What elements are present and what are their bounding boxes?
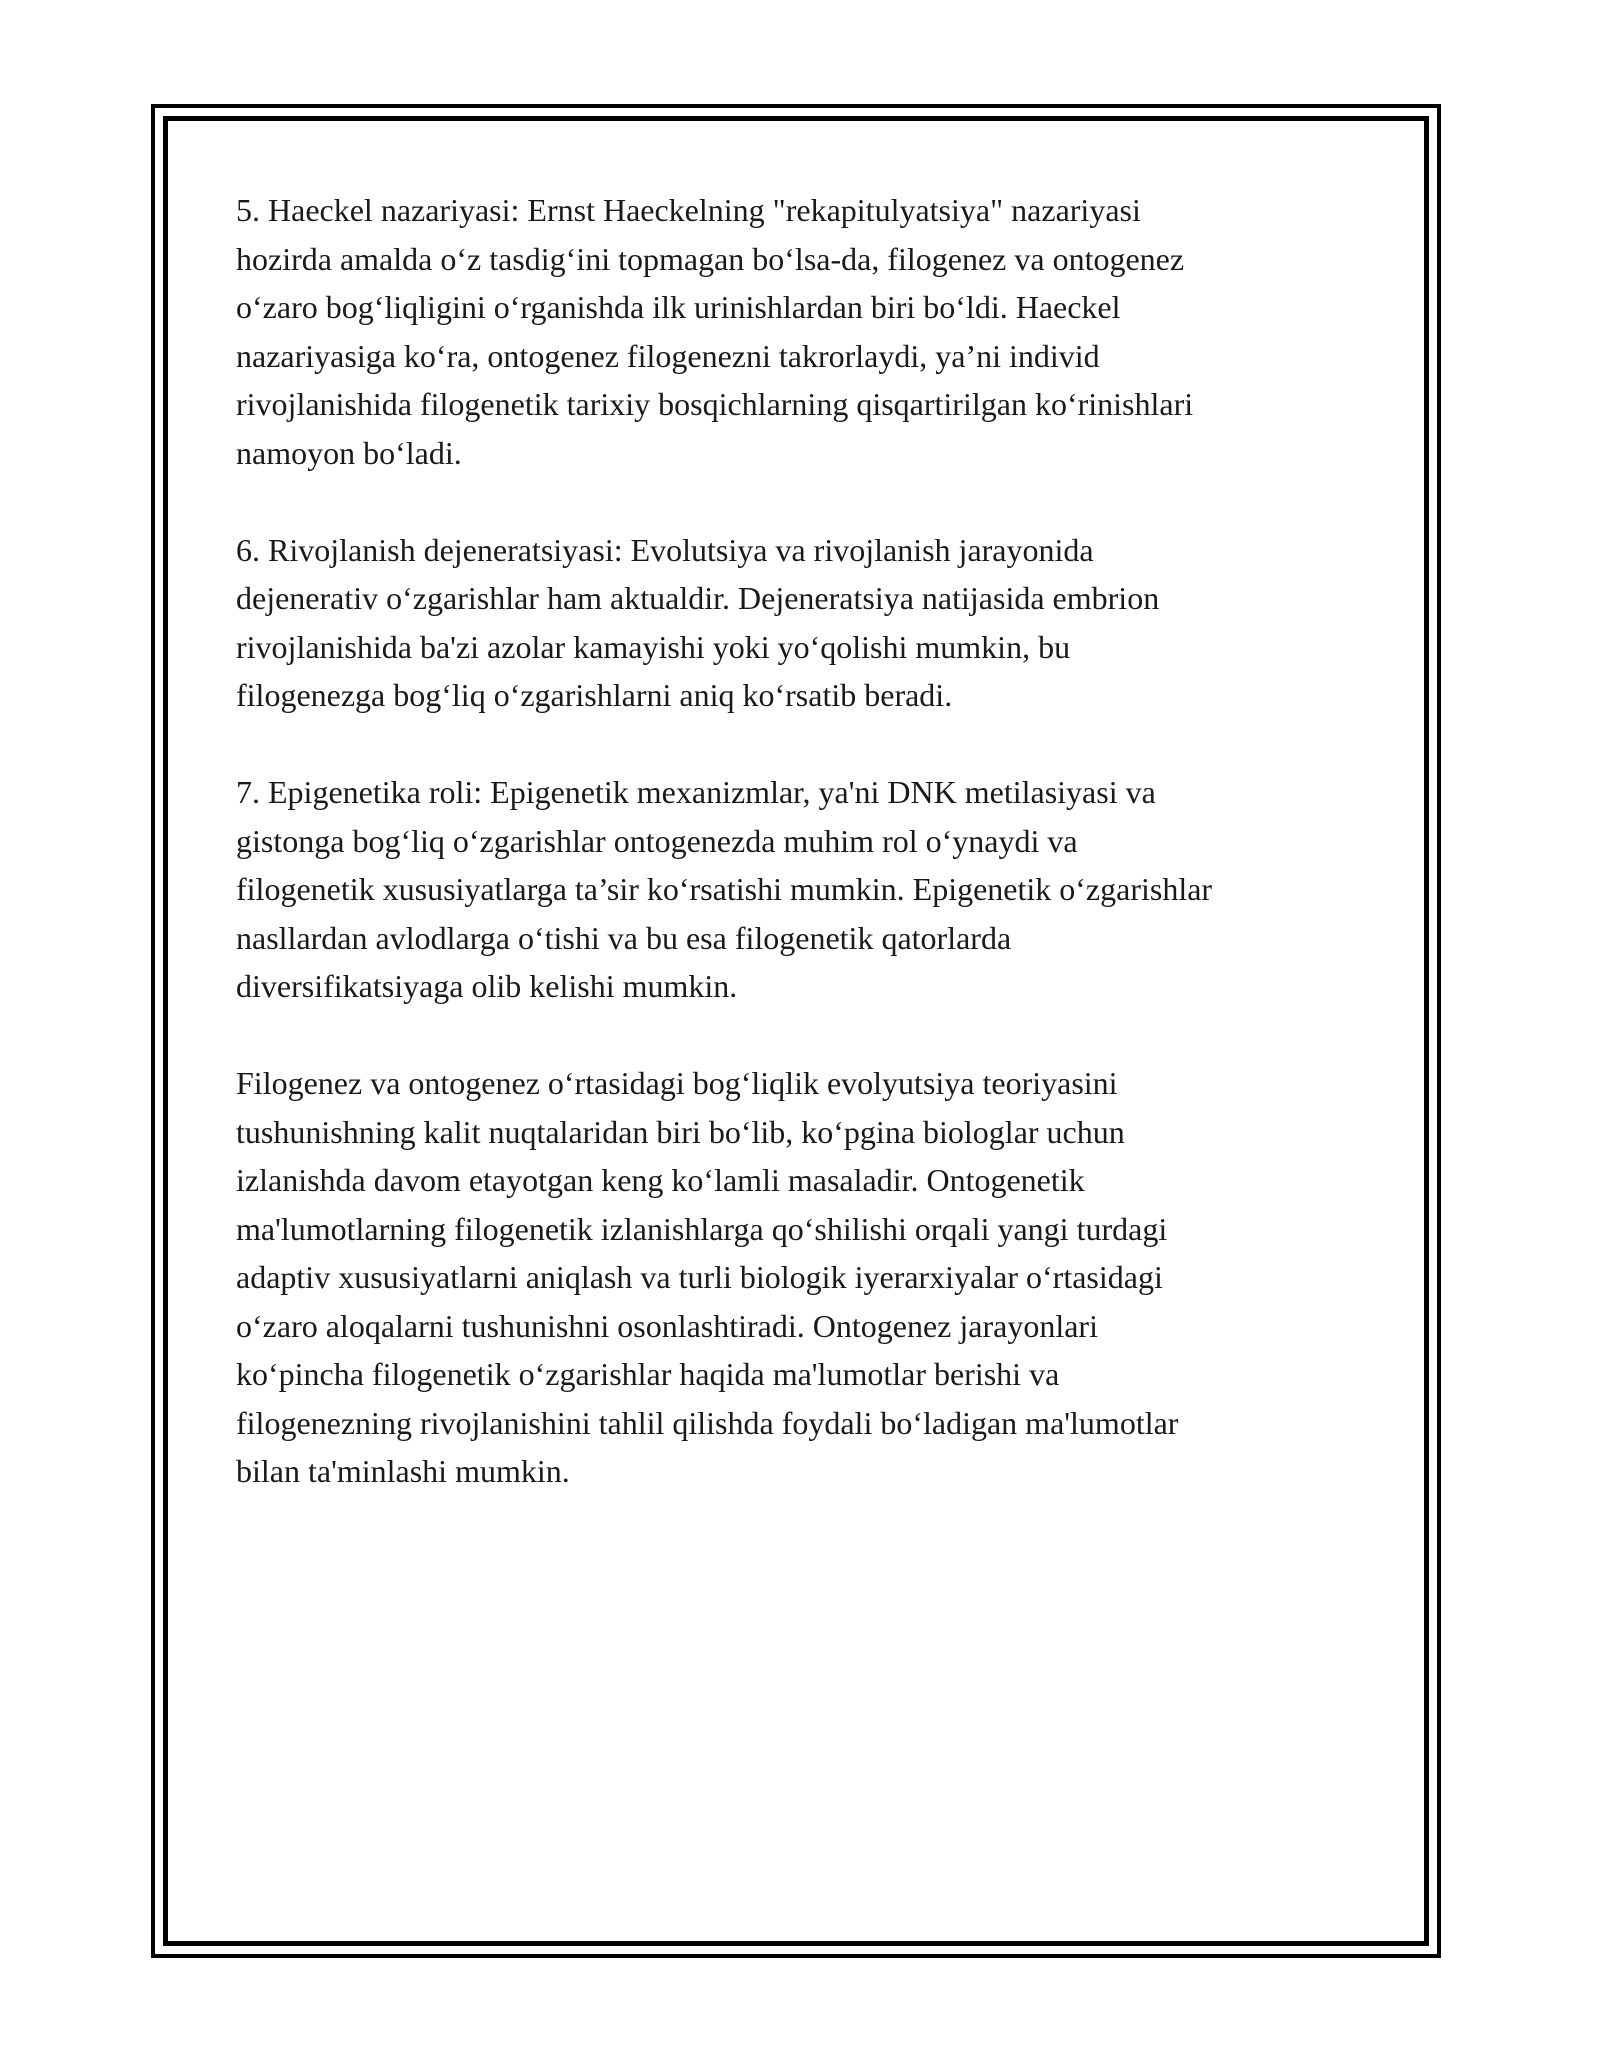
paragraph-conclusion: Filogenez va ontogenez o‘rtasidagi bog‘liqlik evolyutsiya teoriyasini tushunishning kalit nuqtalaridan biri bo‘lib, ko‘pgina biologlar uchun izlanishda davom etayotgan keng ko‘lamli masaladir. Ontogenetik ma'lumotlarning filogenetik izlanishlarga qo‘shilishi orqali yangi turdagi adaptiv xususiyatlarni aniqlash va turli biologik iyerarxiyalar o‘rtasidagi o‘zaro aloqalarni tushunishni osonlashtiradi. Ontogenez jarayonlari ko‘pincha filogenetik o‘zgarishlar haqida ma'lumotlar berishi va filogenezning rivojlanishini tahlil qilishda foydali bo‘ladigan ma'lumotlar bilan ta'minlashi mumkin. — [236, 1065, 1179, 1489]
paragraph-epigenetics: 7. Epigenetika roli: Epigenetik mexanizmlar, ya'ni DNK metilasiyasi va gistonga bog‘liq o‘zgarishlar ontogenezda muhim rol o‘ynaydi va filogenetik xususiyatlarga ta’sir ko‘rsatishi mumkin. Epigenetik o‘zgarishlar nasllardan avlodlarga o‘tishi va bu esa filogenetik qatorlarda diversifikatsiyaga olib kelishi mumkin. — [236, 774, 1213, 1004]
paragraph-haeckel-theory: 5. Haeckel nazariyasi: Ernst Haeckelning "rekapitulyatsiya" nazariyasi hozirda amalda o‘z tasdig‘ini topmagan bo‘lsa-da, filogenez va ontogenez o‘zaro bog‘liqligini o‘rganishda ilk urinishlardan biri bo‘ldi. Haeckel nazariyasiga ko‘ra, ontogenez filogenezni takrorlaydi, ya’ni individ rivojlanishida filogenetik tarixiy bosqichlarning qisqartirilgan ko‘rinishlari namoyon bo‘ladi. — [236, 192, 1194, 471]
paragraph-degeneration: 6. Rivojlanish dejeneratsiyasi: Evolutsiya va rivojlanish jarayonida dejenerativ o‘zgarishlar ham aktualdir. Dejeneratsiya natijasida embrion rivojlanishida ba'zi azolar kamayishi yoki yo‘qolishi mumkin, bu filogenezga bog‘liq o‘zgarishlarni aniq ko‘rsatib beradi. — [236, 531, 1160, 713]
document-body — [236, 186, 1366, 1544]
